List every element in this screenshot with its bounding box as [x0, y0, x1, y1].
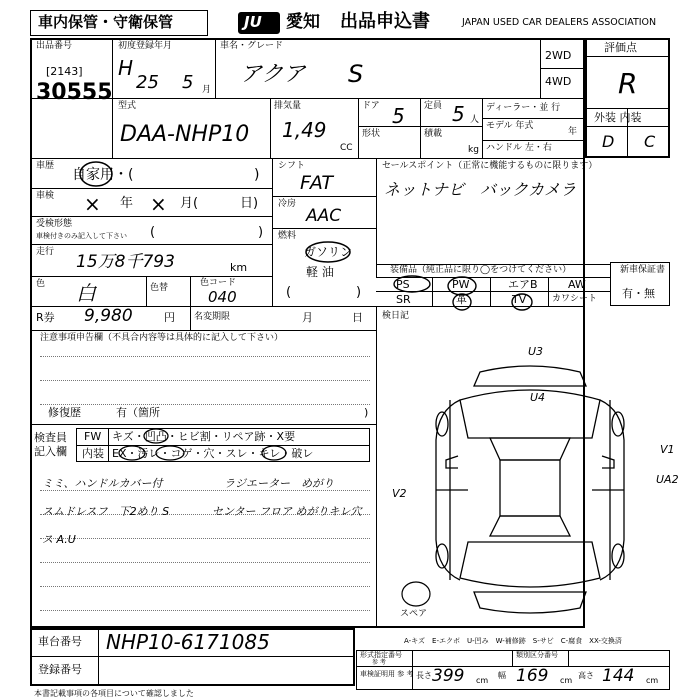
doors-label: ドア	[362, 101, 380, 111]
recycle-value: 9,980	[84, 306, 133, 326]
remark-3: スムドレスフ 下2めり S	[42, 505, 170, 518]
height-label: 高さ	[578, 671, 594, 680]
inspection-month-unit: 月(	[180, 196, 199, 211]
width-value: 169	[516, 666, 549, 686]
car-name-label: 車名・グレード	[220, 41, 284, 51]
registration-year: 25	[136, 72, 159, 93]
interior-score: C	[644, 132, 656, 151]
equip-seat: カワシート	[552, 294, 598, 304]
receive-label: 受検形態	[36, 219, 73, 229]
equip-aw: AW	[568, 278, 586, 291]
width-label: 幅	[498, 671, 506, 680]
form-title: 出品申込書	[340, 11, 430, 32]
model-year-label: モデル 年式	[486, 121, 534, 131]
shape-label: 形状	[362, 129, 381, 139]
check-label-2: 記入欄	[34, 445, 67, 458]
car-name: アクア	[240, 62, 306, 87]
repair-close: )	[364, 406, 369, 419]
transfer-label: 名変期限	[194, 312, 231, 322]
month-unit: 月	[202, 85, 212, 95]
reg-no-label: 登録番号	[38, 663, 82, 676]
chassis-label: 車台番号	[38, 635, 82, 648]
capacity-label: 定員	[424, 101, 443, 111]
pref-label: 愛知	[286, 12, 320, 32]
remark-4: センター フロア めがりキレ穴	[212, 505, 362, 518]
doors-value: 5	[392, 104, 405, 128]
shift-label: シフト	[278, 161, 306, 171]
repair-value: 有（箇所	[116, 406, 160, 419]
diagram-mark-u4: U4	[530, 391, 546, 404]
car-grade: S	[348, 60, 364, 88]
history-close: )	[254, 167, 260, 183]
check-row2-head: 内装	[82, 447, 104, 460]
diagram-label: 検日記	[382, 311, 410, 321]
footer-note: 本書記載事項の各項目について確認しました	[34, 689, 194, 698]
fuel-label: 燃料	[278, 231, 297, 241]
aircon-label: 冷房	[278, 199, 297, 209]
chassis-value: NHP10-6171085	[106, 630, 270, 654]
color-label: 色	[36, 279, 46, 289]
lot-label: 出品番号	[36, 41, 73, 51]
fuel-diesel: 軽 油	[306, 265, 334, 279]
receive-open: (	[150, 225, 156, 240]
model-value: DAA-NHP10	[120, 122, 250, 147]
inspection-label: 車検	[36, 191, 55, 201]
remark-1: ミミ、ハンドルカバー付	[42, 477, 163, 490]
width-unit: cm	[560, 676, 573, 685]
capacity-value: 5	[452, 102, 465, 126]
color-change-label: 色替	[150, 283, 169, 293]
transfer-day: 日	[352, 311, 363, 324]
equipment-circle-marks	[376, 272, 616, 312]
equip-airbag: エアB	[508, 278, 538, 291]
length-unit: cm	[476, 676, 489, 685]
drive-2wd: 2WD	[545, 49, 572, 62]
diagram-mark-ua2: UA2	[656, 473, 679, 486]
diagram-mark-v1: V1	[660, 443, 675, 456]
handle-label: ハンドル 左・右	[486, 143, 552, 153]
transfer-month: 月	[302, 311, 313, 324]
receive-close: )	[258, 225, 264, 240]
load-label: 積載	[424, 129, 443, 139]
history-value: 自家用・(	[72, 167, 134, 183]
check-label-1: 検査員	[34, 431, 67, 444]
inspection-mark-1: ×	[84, 192, 101, 216]
model-label: 型式	[118, 101, 137, 111]
recycle-unit: 円	[164, 311, 175, 324]
registration-label: 初度登録年月	[118, 41, 173, 51]
cc-unit: CC	[340, 143, 353, 153]
mileage-value: 15万8千793	[76, 252, 175, 272]
check-circle-marks	[76, 426, 376, 466]
check-row1-head: FW	[84, 430, 102, 443]
dealer-label: ディーラー・並 行	[486, 103, 561, 113]
fuel-gasoline: ガソリン	[304, 245, 353, 259]
fuel-open: (	[286, 285, 292, 300]
ref-label: 参 考	[372, 659, 386, 666]
circle-mark	[306, 240, 356, 264]
registration-era: H	[118, 56, 134, 80]
selling-points-label: セールスポイント（正常に機能するものに限ります）	[382, 161, 598, 171]
storage-label: 車内保管・守衛保管	[38, 13, 174, 31]
inspection-year-unit: 年	[120, 196, 134, 211]
remark-2: ラジエーター めがり	[224, 477, 334, 490]
circle-mark	[78, 158, 118, 188]
length-value: 399	[432, 666, 465, 686]
equip-pw: PW	[452, 278, 470, 291]
aircon-value: AAC	[306, 206, 342, 226]
equip-tv: TV	[512, 293, 527, 306]
recycle-label: R券	[36, 311, 55, 324]
displacement-value: 1,49	[282, 118, 327, 142]
equip-sr: SR	[396, 293, 411, 306]
spare-icon	[398, 580, 438, 610]
color-code: 040	[208, 288, 237, 306]
displacement-label: 排気量	[274, 101, 302, 111]
ext-int-label: 外装 内装	[594, 111, 642, 124]
registration-month: 5	[182, 72, 194, 93]
equip-leather: 革	[456, 293, 467, 306]
cert-label: 車検証明用 参 考	[360, 670, 414, 678]
score-value: R	[618, 67, 638, 100]
drive-4wd: 4WD	[545, 75, 572, 88]
inspection-day-unit: 日)	[240, 196, 259, 211]
class-label: 類別区分番号	[516, 651, 558, 659]
warranty-value: 有・無	[622, 287, 655, 300]
shift-value: FAT	[300, 172, 334, 194]
selling-points-value: ネットナビ バックカメラ	[384, 180, 577, 199]
spare-label: スペア	[400, 609, 428, 619]
repair-label: 修復歴	[48, 406, 81, 419]
length-label: 長さ	[416, 671, 432, 680]
lot-number: 30555	[36, 80, 113, 105]
warranty-box	[610, 262, 670, 306]
color-value: 白	[76, 281, 96, 305]
ju-logo: JU	[244, 13, 262, 31]
association-name: JAPAN USED CAR DEALERS ASSOCIATION	[462, 17, 657, 28]
remark-5: ス A.U	[42, 533, 76, 546]
designation-label: 形式指定番号	[360, 651, 402, 659]
receive-note: 車検付きのみ記入して下さい	[36, 232, 127, 240]
year-unit: 年	[568, 127, 578, 137]
color-code-label: 色コード	[200, 278, 237, 288]
equip-ps: PS	[396, 278, 410, 291]
mileage-unit: km	[230, 261, 248, 274]
fuel-close: )	[356, 285, 362, 300]
height-value: 144	[602, 666, 635, 686]
capacity-unit: 人	[470, 115, 480, 125]
check-row2: EX・汚レ・コゲ・穴・スレ・キレ・破レ	[112, 447, 314, 460]
check-row1: キズ・凹凸・ヒビ割・リペア跡・X要	[112, 430, 296, 443]
warranty-label: 新車保証書	[620, 265, 666, 275]
history-label: 車歴	[36, 161, 55, 171]
inspection-mark-2: ×	[150, 192, 167, 216]
kg-unit: kg	[468, 145, 479, 155]
lot-sub: [2143]	[46, 65, 83, 78]
notes-label: 注意事項申告欄（不具合内容等は具体的に記入して下さい）	[40, 333, 284, 343]
damage-legend: A-キズ E-エクボ U-凹み W-補修跡 S-サビ C-腐食 XX-交換済	[404, 637, 622, 645]
exterior-score: D	[602, 132, 615, 151]
score-label: 評価点	[604, 41, 637, 54]
diagram-mark-v2: V2	[392, 487, 407, 500]
equipment-label: 装備品（純正品に限り◯をつけてください）	[390, 265, 572, 275]
diagram-mark-u3: U3	[528, 345, 544, 358]
mileage-label: 走行	[36, 247, 55, 257]
height-unit: cm	[646, 676, 659, 685]
